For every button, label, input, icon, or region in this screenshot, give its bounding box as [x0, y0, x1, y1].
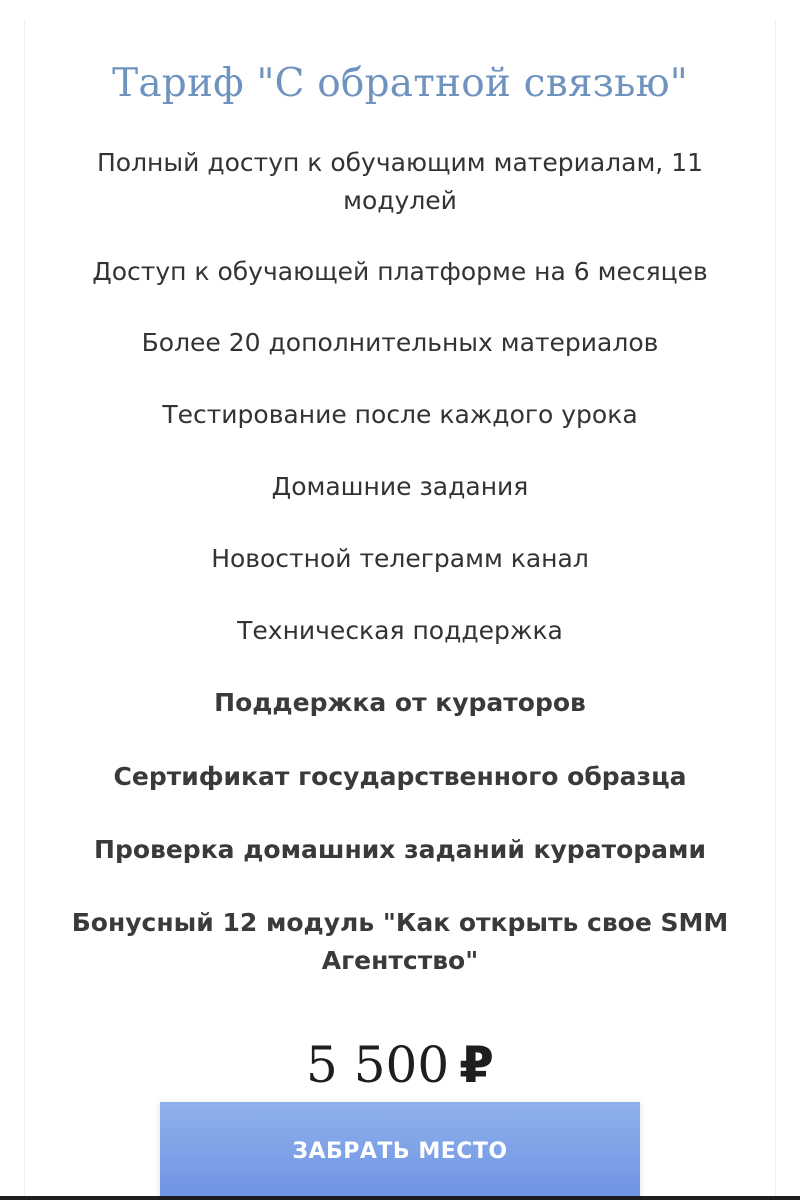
feature-item: [55, 540, 745, 578]
feature-text: Доступ к обучающей платформе на 6 месяцев: [92, 257, 708, 286]
price-amount: 5 500: [306, 1036, 450, 1094]
tariff-title: Тариф "С обратной связью": [112, 61, 688, 106]
feature-text: Проверка домашних заданий кураторами: [94, 835, 706, 864]
feature-item: [55, 468, 745, 506]
feature-text: Техническая поддержка: [237, 616, 563, 645]
feature-text: Новостной телеграмм канал: [211, 544, 589, 573]
ruble-icon: ₽: [459, 1036, 494, 1094]
feature-text: Бонусный 12 модуль "Как открыть свое SMM: [71, 908, 729, 937]
feature-text-continued: Агентство": [321, 946, 479, 975]
tariff-card: [24, 20, 776, 1200]
feature-item-highlighted: [55, 831, 745, 869]
feature-text: Полный доступ к обучающим материалам, 11: [96, 148, 704, 177]
bottom-divider: [0, 1196, 800, 1200]
take-place-button[interactable]: ЗАБРАТЬ МЕСТО: [160, 1102, 640, 1200]
feature-text: Более 20 дополнительных материалов: [141, 328, 659, 357]
feature-text: Домашние задания: [271, 472, 529, 501]
feature-text: Сертификат государственного образца: [113, 762, 687, 791]
feature-text: Поддержка от кураторов: [214, 688, 586, 717]
feature-text-continued: модулей: [343, 186, 457, 215]
feature-item: [55, 612, 745, 650]
feature-item: [55, 396, 745, 434]
feature-item-highlighted: [55, 684, 745, 722]
feature-item: [55, 253, 745, 291]
feature-item: [55, 324, 745, 362]
feature-item-highlighted: [55, 758, 745, 796]
feature-text: Тестирование после каждого урока: [162, 400, 638, 429]
price: [25, 1032, 775, 1098]
feature-item-highlighted: [55, 904, 745, 980]
feature-item: [55, 144, 745, 220]
